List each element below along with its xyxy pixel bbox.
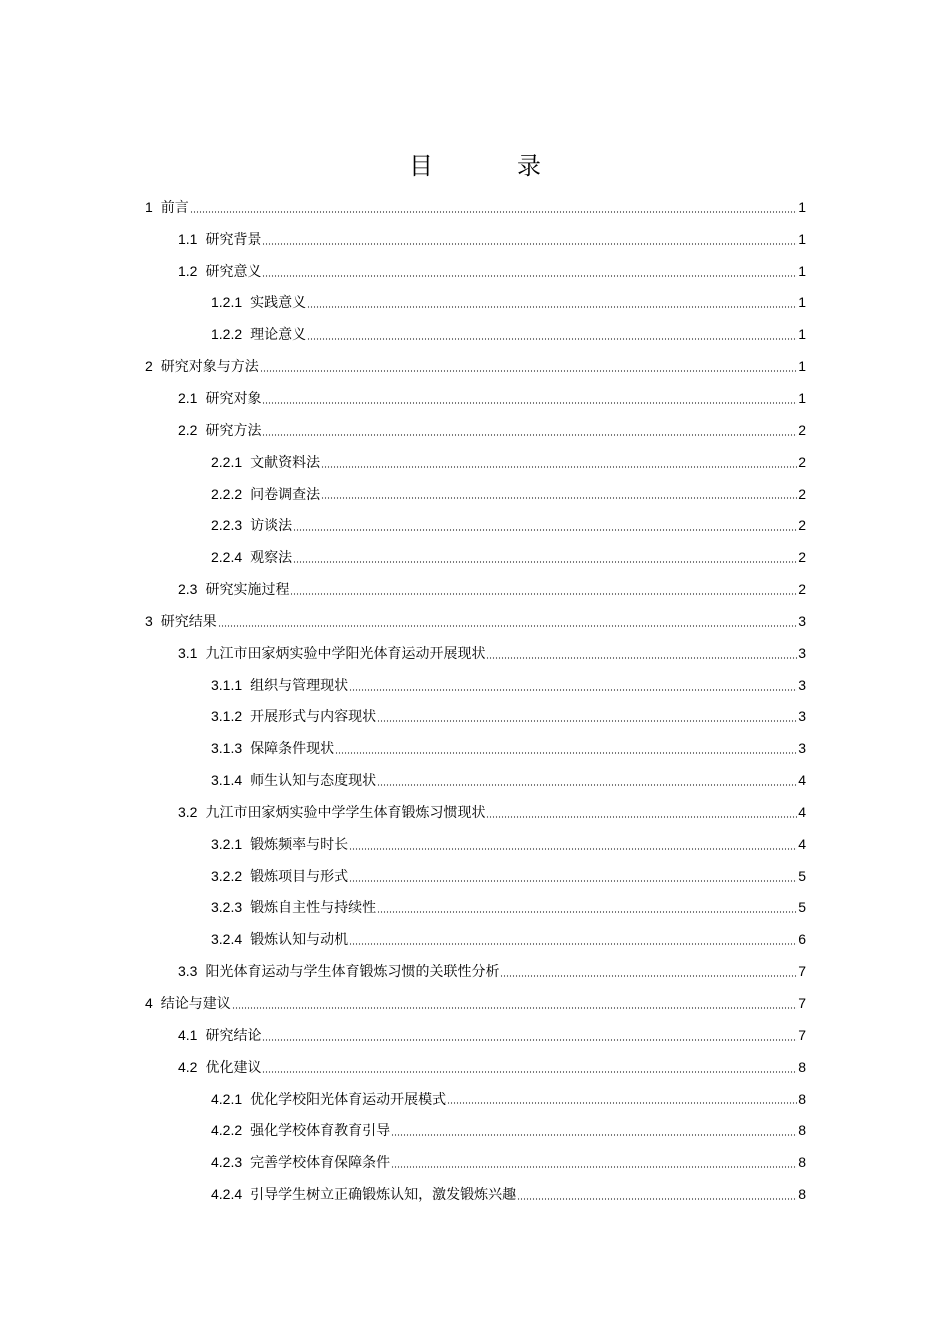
toc-entry-title: 优化学校阳光体育运动开展模式 xyxy=(250,1091,447,1108)
toc-entry-number: 4.2.1 xyxy=(211,1090,243,1107)
toc-entry-number: 3.1.4 xyxy=(211,772,243,789)
toc-entry-number: 3.1.3 xyxy=(211,740,243,757)
toc-entry-title: 锻炼项目与形式 xyxy=(250,868,349,885)
toc-entry-number: 2.2.2 xyxy=(211,485,243,502)
toc-entry-number: 3.1.1 xyxy=(211,676,243,693)
toc-page-number: 7 xyxy=(798,1026,806,1043)
toc-entry-number: 3.2 xyxy=(178,803,198,820)
toc-entry-title: 开展形式与内容现状 xyxy=(250,709,377,726)
toc-dot-leader xyxy=(260,370,797,372)
toc-dot-leader xyxy=(377,911,797,913)
toc-entry[interactable] xyxy=(0,732,950,764)
toc-dot-leader xyxy=(262,1039,797,1041)
toc-entry-title: 九江市田家炳实验中学阳光体育运动开展现状 xyxy=(205,645,486,662)
toc-entry-number: 3.2.1 xyxy=(211,835,243,852)
toc-entry[interactable] xyxy=(0,509,950,541)
toc-page-number: 8 xyxy=(798,1154,806,1171)
toc-entry-number: 3.2.3 xyxy=(211,899,243,916)
toc-dot-leader xyxy=(321,466,797,468)
toc-entry-title: 研究背景 xyxy=(205,231,262,248)
toc-dot-leader xyxy=(232,1007,797,1009)
toc-entry[interactable] xyxy=(0,637,950,669)
toc-title: 目 录 xyxy=(409,152,571,180)
toc-entry[interactable] xyxy=(0,923,950,955)
toc-entry-title: 研究实施过程 xyxy=(205,582,290,599)
toc-dot-leader xyxy=(349,943,797,945)
toc-entry-number: 1.2.2 xyxy=(211,326,243,343)
toc-dot-leader xyxy=(335,752,797,754)
toc-dot-leader xyxy=(377,784,797,786)
toc-page-number: 2 xyxy=(798,517,806,534)
toc-entry-number: 2.2.3 xyxy=(211,517,243,534)
toc-entry-title: 强化学校体育教育引导 xyxy=(250,1123,391,1140)
toc-dot-leader xyxy=(190,211,797,213)
toc-entry[interactable] xyxy=(0,1019,950,1051)
toc-page-number: 2 xyxy=(798,485,806,502)
toc-page-number: 7 xyxy=(798,995,806,1012)
toc-page-number: 8 xyxy=(798,1122,806,1139)
toc-dot-leader xyxy=(486,816,797,818)
toc-page-number: 4 xyxy=(798,835,806,852)
toc-entry[interactable] xyxy=(0,223,950,255)
toc-page-number: 1 xyxy=(798,389,806,406)
toc-entry-number: 3.2.4 xyxy=(211,931,243,948)
toc-entry-number: 3 xyxy=(145,612,153,629)
toc-entry-number: 1.2 xyxy=(178,262,198,279)
toc-dot-leader xyxy=(290,593,797,595)
toc-dot-leader xyxy=(500,975,797,977)
toc-entry-number: 4.2.2 xyxy=(211,1122,243,1139)
toc-entry[interactable] xyxy=(0,1083,950,1115)
toc-entry[interactable] xyxy=(0,414,950,446)
toc-page-number: 4 xyxy=(798,772,806,789)
toc-entry-title: 阳光体育运动与学生体育锻炼习惯的关联性分析 xyxy=(205,964,500,981)
toc-page-number: 2 xyxy=(798,549,806,566)
toc-page-number: 4 xyxy=(798,803,806,820)
toc-dot-leader xyxy=(307,306,797,308)
toc-dot-leader xyxy=(293,561,797,563)
toc-entry-title: 锻炼认知与动机 xyxy=(250,932,349,949)
toc-entry-title: 研究结果 xyxy=(160,613,217,630)
toc-entry-number: 3.2.2 xyxy=(211,867,243,884)
toc-entry[interactable] xyxy=(0,1146,950,1178)
toc-dot-leader xyxy=(321,497,797,499)
toc-entry[interactable] xyxy=(0,669,950,701)
toc-entry-title: 研究方法 xyxy=(205,422,262,439)
toc-page-number: 3 xyxy=(798,708,806,725)
toc-entry-number: 4.2 xyxy=(178,1058,198,1075)
toc-entry[interactable] xyxy=(0,828,950,860)
toc-entry-title: 引导学生树立正确锻炼认知，激发锻炼兴趣 xyxy=(250,1187,517,1204)
toc-entry[interactable] xyxy=(0,701,950,733)
toc-page-number: 7 xyxy=(798,963,806,980)
toc-dot-leader xyxy=(262,275,797,277)
toc-entry[interactable] xyxy=(0,892,950,924)
toc-entry-number: 2.3 xyxy=(178,581,198,598)
toc-entry[interactable] xyxy=(0,541,950,573)
toc-entry[interactable] xyxy=(0,191,950,223)
toc-entry-title: 结论与建议 xyxy=(160,996,231,1013)
toc-entry[interactable] xyxy=(0,987,950,1019)
toc-page-number: 1 xyxy=(798,358,806,375)
toc-entry[interactable] xyxy=(0,1114,950,1146)
toc-dot-leader xyxy=(517,1198,797,1200)
toc-page-number: 2 xyxy=(798,421,806,438)
toc-entry-title: 文献资料法 xyxy=(250,454,321,471)
toc-entry-title: 实践意义 xyxy=(250,295,307,312)
toc-dot-leader xyxy=(391,1166,797,1168)
toc-entry[interactable] xyxy=(0,796,950,828)
toc-entry-number: 2.1 xyxy=(178,389,198,406)
toc-entry-number: 4.2.3 xyxy=(211,1154,243,1171)
toc-entry-title: 组织与管理现状 xyxy=(250,677,349,694)
toc-dot-leader xyxy=(218,625,797,627)
toc-entry-title: 理论意义 xyxy=(250,327,307,344)
toc-page-number: 8 xyxy=(798,1090,806,1107)
toc-page-number: 1 xyxy=(798,198,806,215)
toc-entry-number: 4 xyxy=(145,995,153,1012)
toc-entry[interactable] xyxy=(0,287,950,319)
toc-dot-leader xyxy=(262,434,797,436)
toc-dot-leader xyxy=(349,880,797,882)
toc-entry-title: 问卷调查法 xyxy=(250,486,321,503)
toc-page-number: 3 xyxy=(798,612,806,629)
toc-page-number: 6 xyxy=(798,931,806,948)
toc-entry-title: 访谈法 xyxy=(250,518,293,535)
toc-entry[interactable] xyxy=(0,382,950,414)
toc-entry-title: 前言 xyxy=(160,199,189,216)
toc-entry-title: 锻炼频率与时长 xyxy=(250,836,349,853)
toc-dot-leader xyxy=(447,1102,797,1104)
toc-dot-leader xyxy=(349,689,797,691)
toc-dot-leader xyxy=(377,720,797,722)
toc-entry-number: 2.2.1 xyxy=(211,453,243,470)
toc-dot-leader xyxy=(391,1134,797,1136)
toc-entry-title: 研究意义 xyxy=(205,263,262,280)
toc-page-number: 2 xyxy=(798,453,806,470)
toc-entry[interactable] xyxy=(0,350,950,382)
toc-page-number: 3 xyxy=(798,644,806,661)
toc-dot-leader xyxy=(349,848,797,850)
toc-page-number: 1 xyxy=(798,326,806,343)
toc-entry[interactable] xyxy=(0,1178,950,1210)
toc-entry-title: 师生认知与态度现状 xyxy=(250,773,377,790)
toc-entry[interactable] xyxy=(0,573,950,605)
toc-entry[interactable] xyxy=(0,478,950,510)
toc-entry-number: 1.2.1 xyxy=(211,294,243,311)
toc-dot-leader xyxy=(486,657,797,659)
toc-dot-leader xyxy=(307,338,797,340)
toc-entry-title: 九江市田家炳实验中学学生体育锻炼习惯现状 xyxy=(205,804,486,821)
toc-entry-title: 保障条件现状 xyxy=(250,741,335,758)
toc-entry[interactable] xyxy=(0,605,950,637)
toc-page-number: 3 xyxy=(798,676,806,693)
toc-page-number: 1 xyxy=(798,262,806,279)
toc-entry-number: 1.1 xyxy=(178,230,198,247)
toc-dot-leader xyxy=(262,243,797,245)
toc-page-number: 8 xyxy=(798,1186,806,1203)
toc-entry-title: 研究对象 xyxy=(205,390,262,407)
toc-entry[interactable] xyxy=(0,764,950,796)
toc-entry-number: 1 xyxy=(145,198,153,215)
toc-entry-title: 研究对象与方法 xyxy=(160,359,259,376)
toc-entry-title: 观察法 xyxy=(250,550,293,567)
toc-entry-number: 4.1 xyxy=(178,1026,198,1043)
toc-dot-leader xyxy=(293,529,797,531)
toc-list xyxy=(0,191,950,1210)
toc-entry[interactable] xyxy=(0,255,950,287)
toc-page-number: 2 xyxy=(798,581,806,598)
toc-entry-title: 研究结论 xyxy=(205,1027,262,1044)
toc-entry-number: 3.3 xyxy=(178,963,198,980)
toc-entry-title: 锻炼自主性与持续性 xyxy=(250,900,377,917)
toc-entry-number: 3.1 xyxy=(178,644,198,661)
toc-dot-leader xyxy=(262,1071,797,1073)
toc-entry[interactable] xyxy=(0,955,950,987)
toc-page-number: 1 xyxy=(798,230,806,247)
toc-page-number: 1 xyxy=(798,294,806,311)
toc-page-number: 3 xyxy=(798,740,806,757)
toc-entry-title: 完善学校体育保障条件 xyxy=(250,1155,391,1172)
toc-dot-leader xyxy=(262,402,797,404)
toc-entry-number: 2.2.4 xyxy=(211,549,243,566)
toc-page-number: 5 xyxy=(798,899,806,916)
toc-entry[interactable] xyxy=(0,1051,950,1083)
toc-entry[interactable] xyxy=(0,318,950,350)
toc-page-number: 8 xyxy=(798,1058,806,1075)
toc-entry[interactable] xyxy=(0,446,950,478)
toc-entry-title: 优化建议 xyxy=(205,1059,262,1076)
toc-entry-number: 4.2.4 xyxy=(211,1186,243,1203)
toc-entry-number: 2.2 xyxy=(178,421,198,438)
toc-page-number: 5 xyxy=(798,867,806,884)
toc-entry-number: 3.1.2 xyxy=(211,708,243,725)
toc-entry[interactable] xyxy=(0,860,950,892)
toc-entry-number: 2 xyxy=(145,358,153,375)
